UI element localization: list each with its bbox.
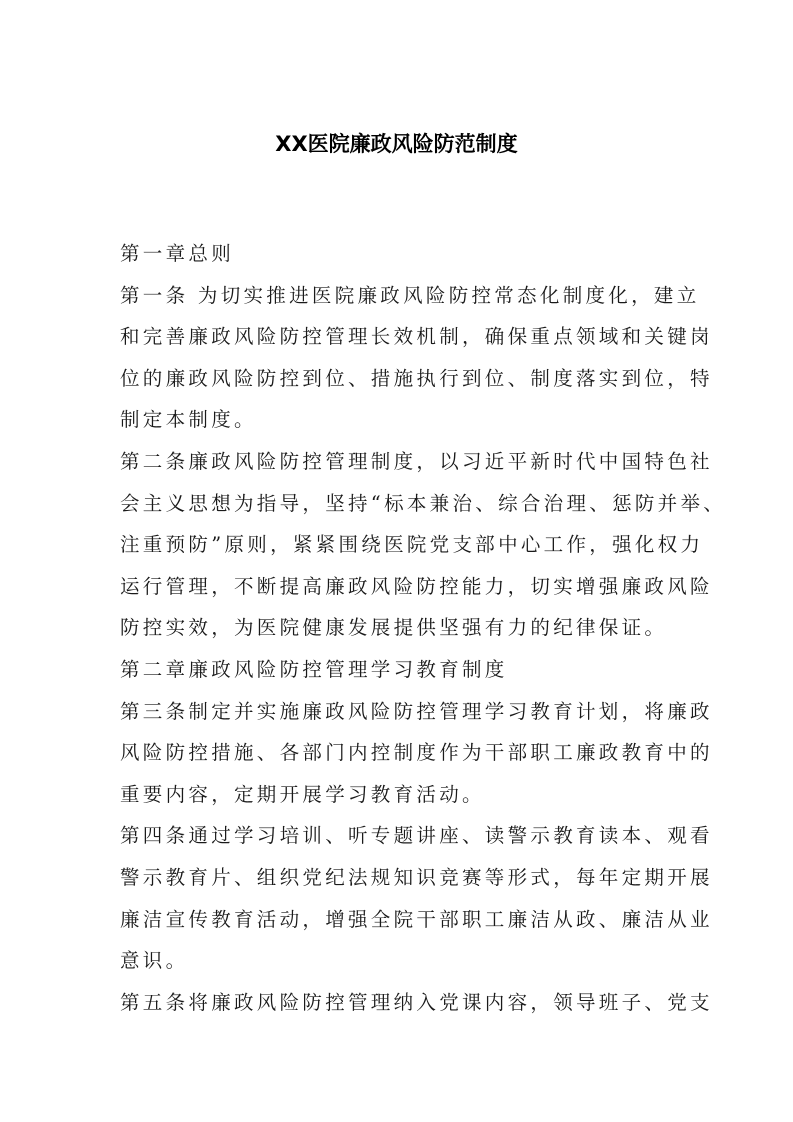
document-body	[120, 233, 727, 1023]
paragraph-line: 风险防控措施、各部门内控制度作为干部职工廉政教育中的	[120, 741, 713, 765]
paragraph-line: 意识。	[120, 949, 189, 973]
paragraph-line: 第四条通过学习培训、听专题讲座、读警示教育读本、观看	[120, 824, 713, 848]
paragraph-line: 廉洁宣传教育活动，增强全院干部职工廉洁从政、廉洁从业	[120, 907, 713, 931]
paragraph-line: 运行管理，不断提高廉政风险防控能力，切实增强廉政风险	[120, 574, 713, 598]
paragraph-line: 第五条将廉政风险防控管理纳入党课内容，领导班子、党支	[120, 990, 713, 1014]
document-title: XX医院廉政风险防范制度	[275, 132, 518, 156]
chapter-heading: 第一章总则	[120, 242, 235, 265]
paragraph-line: 制定本制度。	[120, 408, 257, 432]
paragraph-line: 防控实效，为医院健康发展提供坚强有力的纪律保证。	[120, 616, 668, 640]
paragraph-line: 第三条制定并实施廉政风险防控管理学习教育计划，将廉政	[120, 699, 713, 723]
paragraph-line: 和完善廉政风险防控管理长效机制，确保重点领域和关键岗	[120, 325, 713, 349]
paragraph-line: 位的廉政风险防控到位、措施执行到位、制度落实到位，特	[120, 366, 713, 390]
paragraph-line: 重要内容，定期开展学习教育活动。	[120, 782, 485, 806]
paragraph-line: 第一条 为切实推进医院廉政风险防控常态化制度化，建立	[120, 283, 700, 307]
paragraph-line: 第二条廉政风险防控管理制度，以习近平新时代中国特色社	[120, 449, 713, 473]
paragraph-line: 警示教育片、组织党纪法规知识竞赛等形式，每年定期开展	[120, 865, 713, 889]
paragraph-line: 注重预防”原则，紧紧围绕医院党支部中心工作，强化权力	[120, 533, 704, 557]
paragraph-line: 会主义思想为指导，坚持“标本兼治、综合治理、惩防并举、	[120, 491, 727, 515]
chapter-heading: 第二章廉政风险防控管理学习教育制度	[120, 657, 508, 681]
